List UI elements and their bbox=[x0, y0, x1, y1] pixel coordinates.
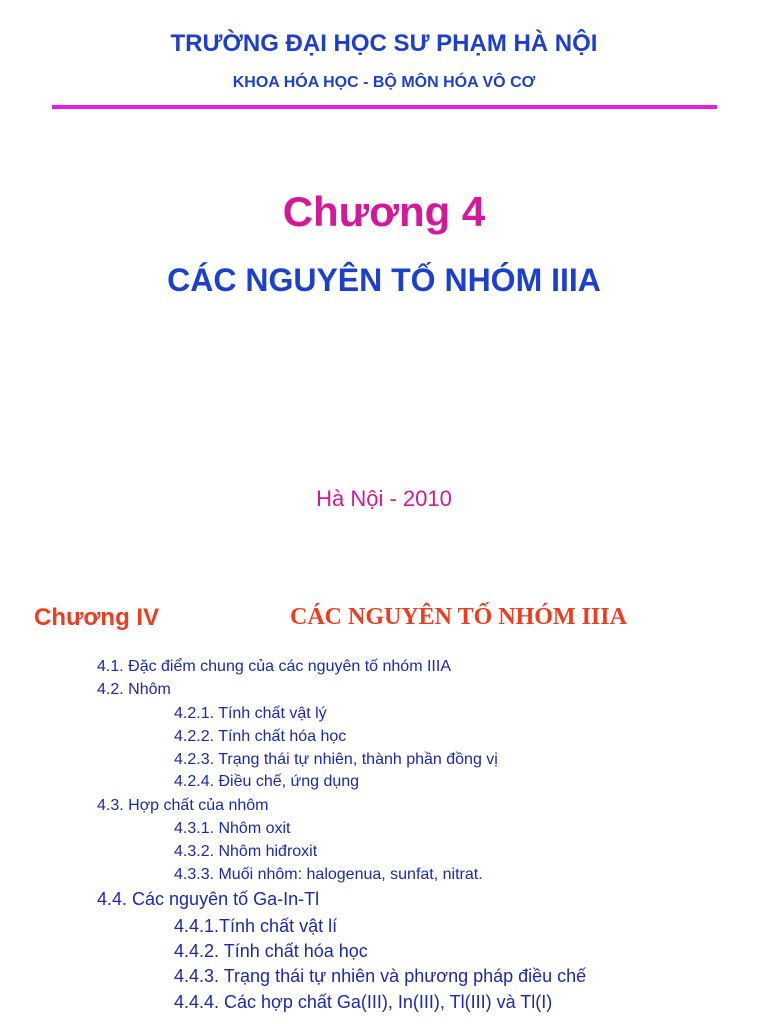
place-date: Hà Nội - 2010 bbox=[316, 486, 452, 511]
toc-item: 4.2. Nhôm bbox=[97, 681, 171, 698]
chapter-title: Chương 4 bbox=[282, 188, 486, 235]
header-divider bbox=[52, 105, 717, 109]
university-name: TRƯỜNG ĐẠI HỌC SƯ PHẠM HÀ NỘI bbox=[170, 30, 598, 57]
toc-item: 4.2.1. Tính chất vật lý bbox=[174, 705, 327, 722]
toc-item: 4.4.2. Tính chất hóa học bbox=[174, 941, 368, 961]
toc-item: 4.2.3. Trạng thái tự nhiên, thành phần đồng vị bbox=[174, 751, 498, 768]
toc-item: 4.1. Đặc điểm chung của các nguyên tố nhóm IIIA bbox=[97, 658, 451, 675]
toc-item: 4.2.2. Tính chất hóa học bbox=[174, 728, 347, 745]
chapter-label: Chương IV bbox=[34, 604, 160, 631]
chapter-heading: CÁC NGUYÊN TỐ NHÓM IIIA bbox=[290, 604, 627, 630]
toc-item: 4.2.4. Điều chế, ứng dụng bbox=[174, 773, 360, 790]
chapter-subtitle: CÁC NGUYÊN TỐ NHÓM IIIA bbox=[167, 262, 601, 298]
toc-item: 4.4. Các nguyên tố Ga-In-Tl bbox=[97, 889, 320, 909]
faculty-name: KHOA HÓA HỌC - BỘ MÔN HÓA VÔ CƠ bbox=[232, 74, 536, 91]
toc-item: 4.3. Hợp chất của nhôm bbox=[97, 797, 269, 814]
toc-item: 4.4.4. Các hợp chất Ga(III), In(III), Tl(III) và Tl(I) bbox=[174, 992, 553, 1012]
toc-item: 4.3.1. Nhôm oxit bbox=[174, 820, 291, 837]
toc-item: 4.4.1.Tính chất vật lí bbox=[174, 916, 338, 936]
toc-item: 4.4.3. Trạng thái tự nhiên và phương pháp điều chế bbox=[174, 966, 587, 986]
toc-item: 4.3.2. Nhôm hiđroxit bbox=[174, 843, 318, 860]
toc-item: 4.3.3. Muối nhôm: halogenua, sunfat, nitrat. bbox=[174, 866, 483, 883]
